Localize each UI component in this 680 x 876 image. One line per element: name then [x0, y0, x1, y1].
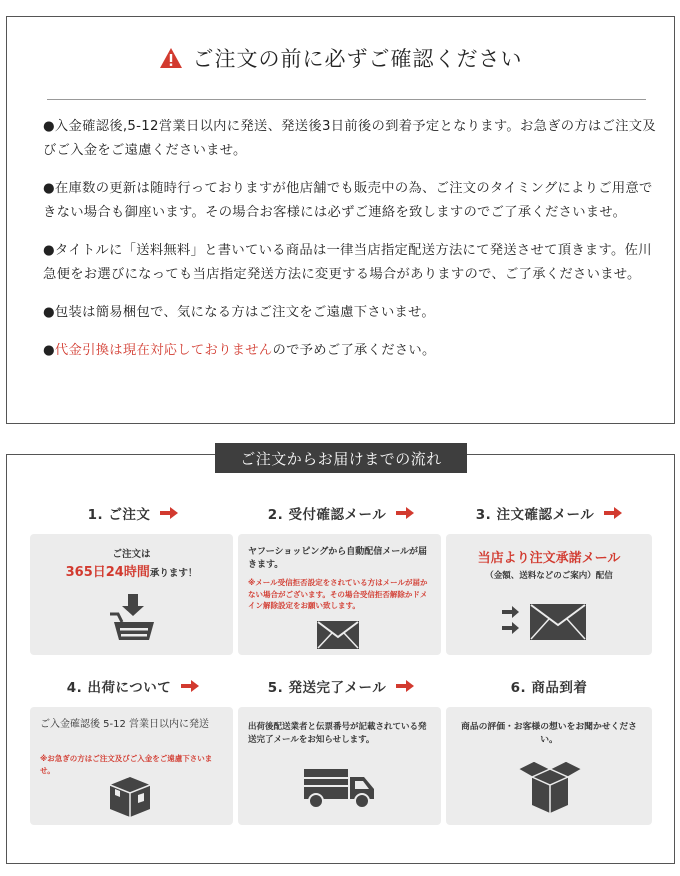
- step-1-line2: 承ります！: [149, 568, 198, 579]
- step-heading-6: [446, 675, 652, 697]
- open-box-icon: [514, 757, 586, 815]
- notice-paragraph: ●在庫数の更新は随時行っておりますが他店舗でも販売中の為、ご注文のタイミングによりご用意できない場合も御座います。その場合お客様には必ずご連絡を致しますのでご了承くださいませ。: [43, 181, 653, 220]
- step-1-big: 365日24時間: [65, 565, 150, 580]
- arrow-right-icon: [160, 507, 178, 519]
- notice-divider: [47, 99, 646, 100]
- cod-rest: ので予めご了承ください。: [272, 343, 436, 358]
- notice-paragraph: ●包装は簡易梱包で、気になる方はご注文をご遠慮下さいませ。: [43, 305, 435, 320]
- step-heading-text: 2. 受付確認メール: [267, 507, 387, 523]
- notice-body: [43, 115, 659, 377]
- step-2-note: ※メール受信拒否設定をされている方はメールが届かない場合がございます。その場合受信拒否解除かドメイン解除設定をお願い致します。: [248, 578, 428, 610]
- notice-paragraph: ●タイトルに「送料無料」と書いている商品は一律当店指定配送方法にて発送させて頂きます。佐川急便をお選びになっても当店指定発送方法に変更する場合がありますので、ご了承くださいませ。: [43, 243, 652, 282]
- step-heading-5: [238, 675, 444, 697]
- envelope-icon: [316, 620, 360, 650]
- warning-icon: [159, 47, 183, 69]
- step-heading-2: [238, 502, 444, 524]
- arrow-right-icon: [396, 680, 414, 692]
- step-card-1: [30, 534, 233, 655]
- step-heading-text: 1. ご注文: [87, 507, 151, 523]
- bullet: ●: [43, 343, 55, 358]
- step-2-text: ヤフーショッピングから自動配信メールが届きます。: [248, 547, 428, 570]
- step-heading-4: [30, 675, 236, 697]
- step-heading-text: 3. 注文確認メール: [475, 507, 595, 523]
- notice-title: [7, 41, 674, 75]
- step-3-sub: （金額、送料などのご案内）配信: [485, 571, 613, 581]
- step-4-text: ご入金確認後 5-12 営業日以内に発送: [40, 719, 210, 730]
- arrow-right-icon: [396, 507, 414, 519]
- step-card-6: [446, 707, 652, 825]
- package-icon: [106, 775, 154, 819]
- notice-box: [6, 16, 675, 424]
- step-heading-text: 4. 出荷について: [66, 680, 172, 696]
- flow-banner: ご注文からお届けまでの流れ: [215, 443, 467, 473]
- notice-paragraph-cod: [43, 339, 659, 363]
- step-card-3: [446, 534, 652, 655]
- arrow-right-icon: [604, 507, 622, 519]
- step-heading-text: 5. 発送完了メール: [267, 680, 387, 696]
- notice-title-text: ご注文の前に必ずご確認ください: [192, 47, 523, 71]
- step-heading-3: [446, 502, 652, 524]
- envelope-send-icon: [502, 602, 588, 642]
- step-1-hours: [38, 564, 225, 582]
- arrow-right-icon: [181, 680, 199, 692]
- cod-warning: 代金引換は現在対応しておりません: [54, 343, 273, 358]
- step-3-big: 当店より注文承諾メール: [477, 551, 621, 566]
- notice-paragraph: ●入金確認後,5-12営業日以内に発送、発送後3日前後の到着予定となります。お急ぎの方はご注文及びご入金をご遠慮くださいませ。: [43, 119, 656, 158]
- truck-icon: [300, 763, 380, 811]
- basket-icon: [108, 592, 158, 644]
- step-5-text: 出荷後配送業者と伝票番号が記載されている発送完了メールをお知らせします。: [248, 722, 427, 745]
- step-heading-1: [30, 502, 236, 524]
- step-card-4: [30, 707, 233, 825]
- step-4-note: ※お急ぎの方はご注文及びご入金をご遠慮下さいませ。: [40, 754, 213, 775]
- step-heading-text: 6. 商品到着: [510, 680, 588, 696]
- step-1-line1: ご注文は: [112, 549, 151, 560]
- step-card-2: [238, 534, 441, 655]
- step-card-5: [238, 707, 441, 825]
- step-6-text: 商品の評価・お客様の想いをお聞かせください。: [461, 722, 637, 745]
